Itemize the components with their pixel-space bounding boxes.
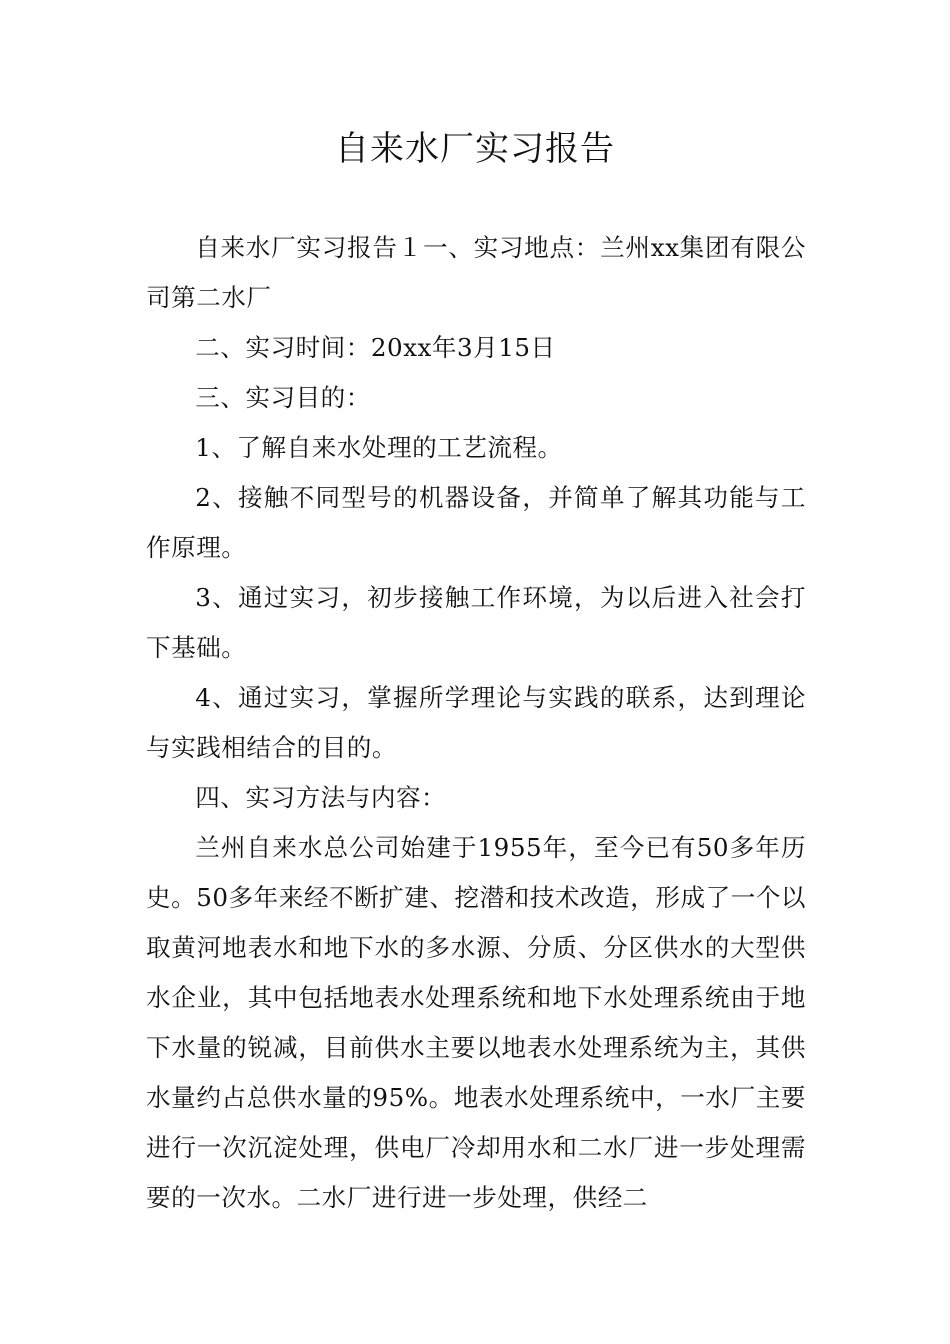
paragraph-purpose-3: 3、通过实习，初步接触工作环境，为以后进入社会打下基础。 xyxy=(146,583,806,662)
paragraph-purpose-4: 4、通过实习，掌握所学理论与实践的联系，达到理论与实践相结合的目的。 xyxy=(146,683,806,762)
paragraph-purpose-1: 1、了解自来水处理的工艺流程。 xyxy=(195,433,563,462)
paragraph-method-heading: 四、实习方法与内容： xyxy=(195,783,447,812)
paragraph-purpose-2: 2、接触不同型号的机器设备，并简单了解其功能与工作原理。 xyxy=(146,483,806,562)
paragraph-time: 二、实习时间：20xx年3月15日 xyxy=(195,333,556,362)
document-body xyxy=(146,223,806,1223)
document-title: 自来水厂实习报告 xyxy=(335,129,615,169)
paragraph-company-history: 兰州自来水总公司始建于1955年，至今已有50多年历史。50多年来经不断扩建、挖潜和技术改造，形成了一个以取黄河地表水和地下水的多水源、分质、分区供水的大型供水企业，其中包括地表水处理系统和地下水处理系统由于地下水量的锐减，目前供水主要以地表水处理系统为主，其供水量约占总供水量的95%。地表水处理系统中，一水厂主要进行一次沉淀处理，供电厂冷却用水和二水厂进一步处理需要的一次水。二水厂进行进一步处理，供经二 xyxy=(146,833,806,1212)
paragraph-location: 自来水厂实习报告１一、实习地点：兰州xx集团有限公司第二水厂 xyxy=(146,233,806,312)
paragraph-purpose-heading: 三、实习目的： xyxy=(195,383,371,412)
